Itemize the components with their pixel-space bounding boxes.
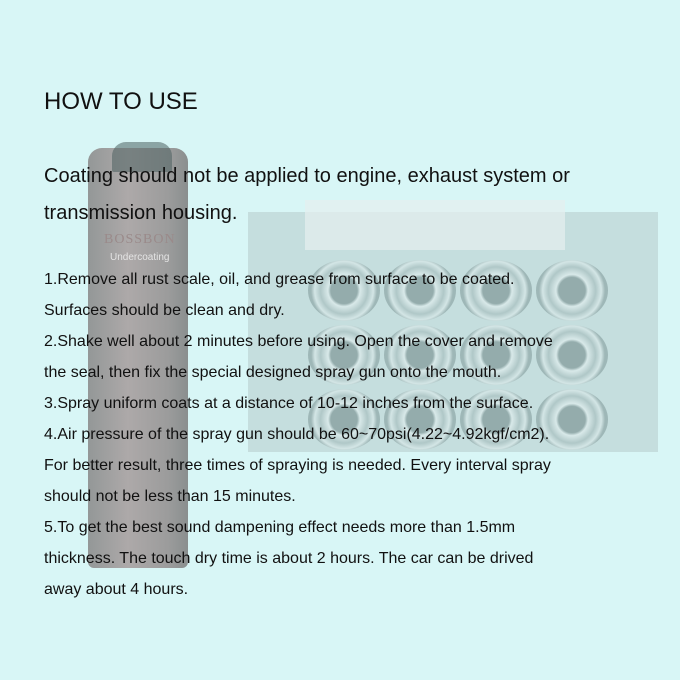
can-product-label: Undercoating <box>110 252 170 263</box>
step-line: 1.Remove all rust scale, oil, and grease from surface to be coated. <box>44 271 515 288</box>
step-line: the seal, then fix the special designed spray gun onto the mouth. <box>44 364 502 381</box>
step-line: 3.Spray uniform coats at a distance of 10-12 inches from the surface. <box>44 395 534 412</box>
step-line: 4.Air pressure of the spray gun should be 60~70psi(4.22~4.92kgf/cm2). <box>44 426 550 443</box>
step-line: away about 4 hours. <box>44 581 189 598</box>
step-line: thickness. The touch dry time is about 2 hours. The car can be drived <box>44 550 534 567</box>
step-line: 2.Shake well about 2 minutes before using. Open the cover and remove <box>44 333 553 350</box>
lead-line: transmission housing. <box>44 202 238 224</box>
step-line: 5.To get the best sound dampening effect needs more than 1.5mm <box>44 519 516 536</box>
heading: HOW TO USE <box>44 88 198 115</box>
box-lid <box>305 200 565 250</box>
step-line: Surfaces should be clean and dry. <box>44 302 285 319</box>
step-line: For better result, three times of spraying is needed. Every interval spray <box>44 457 551 474</box>
can-brand-label: BOSSBON <box>104 232 176 247</box>
tin <box>536 260 608 321</box>
step-line: should not be less than 15 minutes. <box>44 488 296 505</box>
lead-line: Coating should not be applied to engine, exhaust system or <box>44 165 570 187</box>
